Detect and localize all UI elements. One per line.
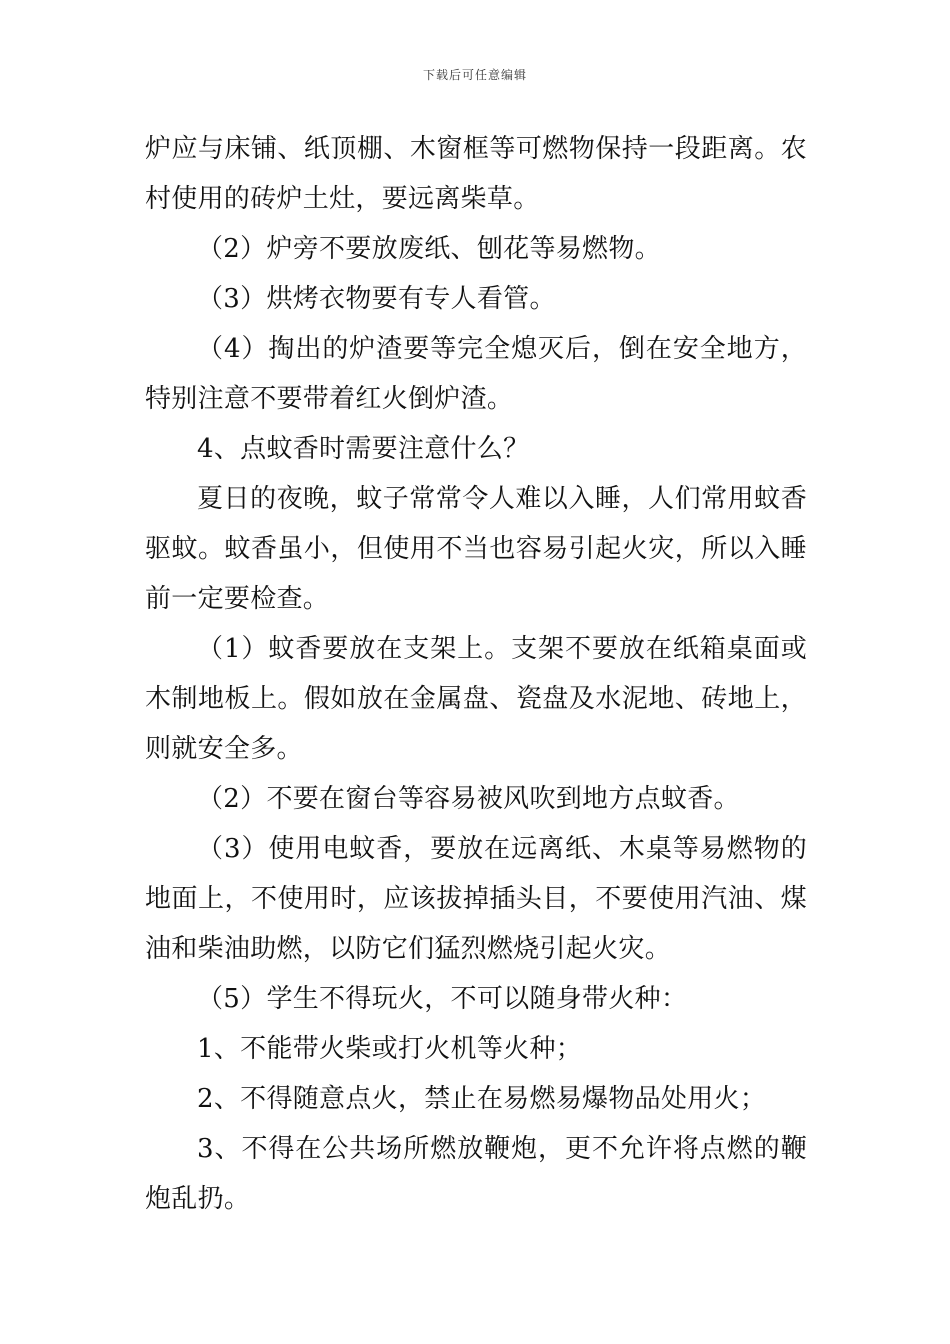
paragraph-mosquito-item-3: （3）使用电蚊香，要放在远离纸、木桌等易燃物的地面上，不使用时，应该拔掉插头目，不要使用汽油、煤油和柴油助燃，以防它们猛烈燃烧引起火灾。 [145,834,807,964]
paragraph-stove-item-4: （4）掏出的炉渣要等完全熄灭后，倒在安全地方，特别注意不要带着红火倒炉渣。 [145,334,807,414]
list-item-rule-2: 2、不得随意点火，禁止在易燃易爆物品处用火； [197,1084,767,1114]
paragraph-stove-item-3: （3）烘烤衣物要有专人看管。 [197,284,556,314]
list-item-rule-1: 1、不能带火柴或打火机等火种； [197,1034,583,1064]
paragraph-mosquito-intro: 夏日的夜晚，蚊子常常令人难以入睡，人们常用蚊香驱蚊。蚊香虽小，但使用不当也容易引起火灾，所以入睡前一定要检查。 [145,484,807,614]
section-heading-mosquito-coil: 4、点蚊香时需要注意什么？ [197,434,530,464]
paragraph-mosquito-item-1: （1）蚊香要放在支架上。支架不要放在纸箱桌面或木制地板上。假如放在金属盘、瓷盘及水泥地、砖地上，则就安全多。 [145,634,807,764]
paragraph-stove-distance: 炉应与床铺、纸顶棚、木窗框等可燃物保持一段距离。农村使用的砖炉土灶，要远离柴草。 [145,134,807,214]
document-body [145,124,807,1224]
paragraph-student-rule-5: （5）学生不得玩火，不可以随身带火种： [197,984,688,1014]
page-header: 下载后可任意编辑 [422,68,527,82]
paragraph-stove-item-2: （2）炉旁不要放废纸、刨花等易燃物。 [197,234,661,264]
paragraph-mosquito-item-2: （2）不要在窗台等容易被风吹到地方点蚊香。 [197,784,740,814]
list-item-rule-3: 3、不得在公共场所燃放鞭炮，更不允许将点燃的鞭炮乱扔。 [145,1134,807,1214]
